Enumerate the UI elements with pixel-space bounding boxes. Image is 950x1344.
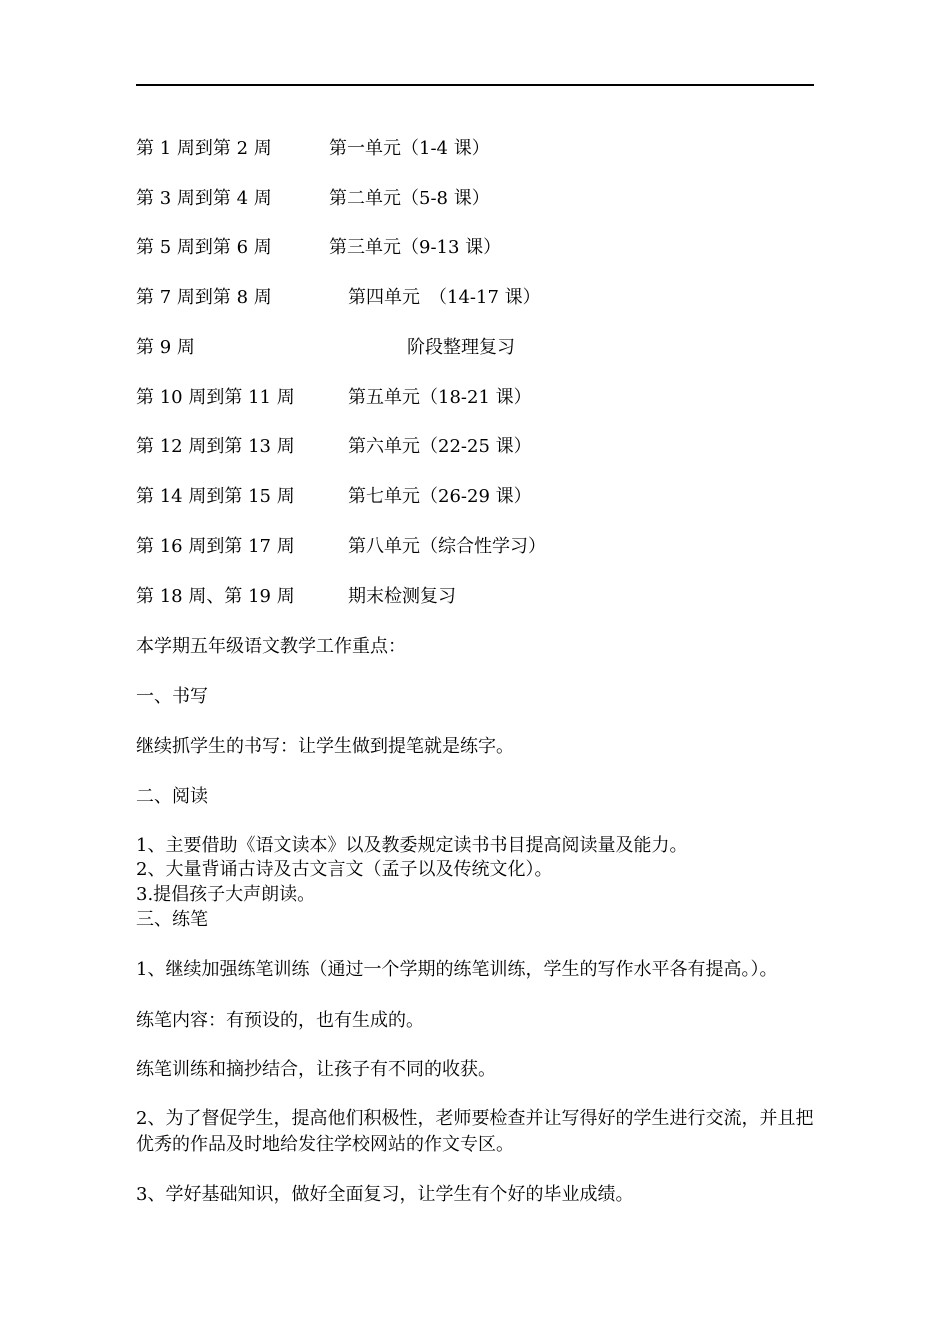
schedule-row [136, 286, 836, 310]
practice-item: 1、继续加强练笔训练（通过一个学期的练笔训练，学生的写作水平各有提高。）。 [136, 959, 778, 980]
schedule-row [136, 485, 836, 509]
schedule-row [136, 336, 836, 360]
schedule-unit: 第五单元（18-21 课） [348, 387, 532, 408]
schedule-row [136, 585, 836, 609]
schedule-unit: 第二单元（5-8 课） [329, 188, 490, 209]
reading-item: 1、主要借助《语文读本》以及教委规定读书书目提高阅读量及能力。 [136, 835, 688, 856]
section-title-writing: 一、书写 [136, 686, 208, 707]
schedule-row [136, 137, 836, 161]
schedule-row [136, 386, 836, 410]
schedule-unit: 第一单元（1-4 课） [329, 138, 490, 159]
practice-item: 2、为了督促学生，提高他们积极性，老师要检查并让写得好的学生进行交流，并且把优秀的作品及时地给发往学校网站的作文专区。 [136, 1108, 814, 1155]
schedule-row [136, 236, 836, 260]
schedule-unit: 第四单元 （14-17 课） [348, 287, 541, 308]
focus-heading: 本学期五年级语文教学工作重点： [136, 636, 406, 657]
schedule-unit: 期末检测复习 [348, 586, 456, 607]
schedule-weeks: 第 12 周到第 13 周 [136, 436, 295, 457]
schedule-weeks: 第 7 周到第 8 周 [136, 287, 272, 308]
schedule-unit: 第八单元（综合性学习） [348, 536, 546, 557]
schedule-row [136, 435, 836, 459]
schedule-unit: 第七单元（26-29 课） [348, 486, 532, 507]
schedule-weeks: 第 5 周到第 6 周 [136, 237, 272, 258]
schedule-row [136, 187, 836, 211]
schedule-weeks: 第 9 周 [136, 337, 195, 358]
section-title-practice: 三、练笔 [136, 909, 208, 930]
practice-content: 练笔内容：有预设的，也有生成的。 [136, 1010, 424, 1031]
schedule-weeks: 第 1 周到第 2 周 [136, 138, 272, 159]
schedule-weeks: 第 10 周到第 11 周 [136, 387, 295, 408]
writing-text: 继续抓学生的书写：让学生做到提笔就是练字。 [136, 736, 514, 757]
section-title-reading: 二、阅读 [136, 786, 208, 807]
practice-item: 3、学好基础知识，做好全面复习，让学生有个好的毕业成绩。 [136, 1184, 634, 1205]
schedule-unit: 阶段整理复习 [407, 337, 515, 358]
schedule-unit: 第三单元（9-13 课） [329, 237, 502, 258]
schedule-row [136, 535, 836, 559]
schedule-weeks: 第 14 周到第 15 周 [136, 486, 295, 507]
header-rule [136, 84, 814, 86]
reading-item: 3.提倡孩子大声朗读。 [136, 884, 316, 905]
schedule-weeks: 第 3 周到第 4 周 [136, 188, 272, 209]
practice-combine: 练笔训练和摘抄结合，让孩子有不同的收获。 [136, 1059, 496, 1080]
schedule-weeks: 第 18 周、第 19 周 [136, 586, 295, 607]
schedule-unit: 第六单元（22-25 课） [348, 436, 532, 457]
schedule-weeks: 第 16 周到第 17 周 [136, 536, 295, 557]
reading-item: 2、大量背诵古诗及古文言文（孟子以及传统文化）。 [136, 859, 553, 880]
